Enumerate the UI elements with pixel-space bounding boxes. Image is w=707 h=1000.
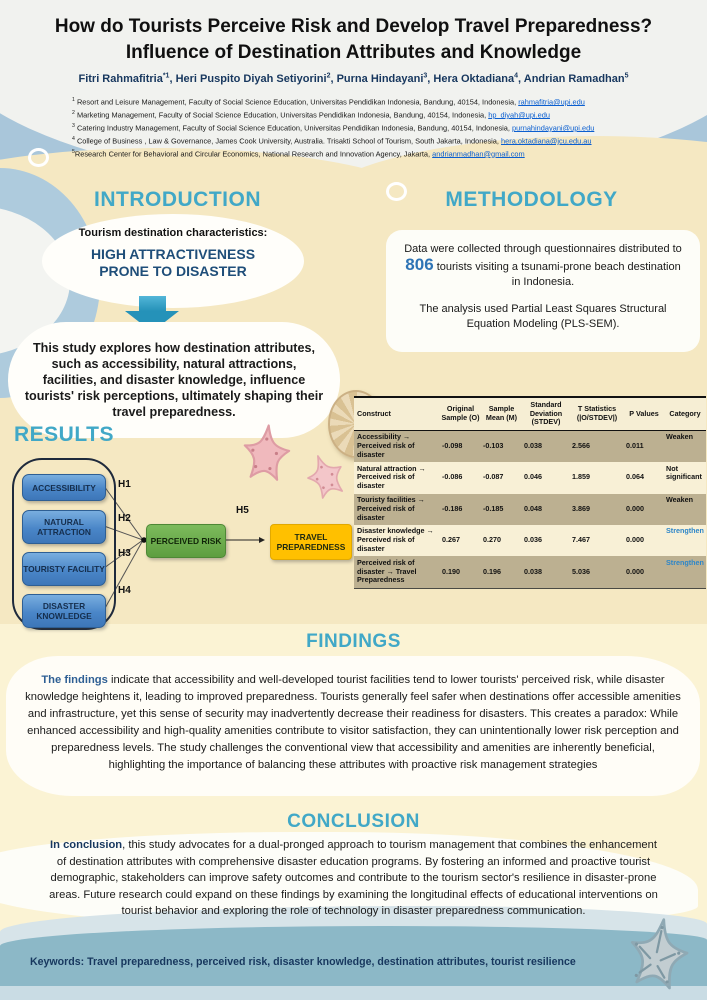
table-row (354, 462, 706, 493)
hypothesis-label-h5: H5 (236, 505, 249, 516)
pls-results-table (354, 396, 706, 589)
cell-t: 3.869 (572, 503, 590, 513)
cell-p: 0.064 (626, 472, 644, 482)
cell-t: 1.859 (572, 472, 590, 482)
author: Heri Puspito Diyah Setiyorini$^2$, (175, 72, 337, 85)
down-arrow-icon (139, 296, 166, 311)
email-link[interactable]: purnahindayani@upi.edu (512, 123, 595, 133)
bubble-ring-icon (28, 148, 49, 167)
methodology-box (386, 230, 700, 352)
cell-category: Weaken (666, 432, 694, 442)
table-row (354, 556, 706, 588)
box-perceived-risk: PERCEIVED RISK (146, 524, 226, 558)
col-sample-mean: Sample Mean (M) (481, 397, 522, 430)
title-line-2: Influence of Destination Attributes and Knowledge (125, 42, 582, 63)
cell-stdev: 0.038 (522, 556, 570, 588)
hypothesis-label-h3: H3 (118, 548, 131, 559)
author-line (0, 72, 707, 85)
conclusion-heading: CONCLUSION (287, 811, 420, 832)
conclusion-lead: In conclusion (50, 839, 123, 851)
author: Fitri Rahmafitria$^{*1}$, (78, 72, 176, 85)
cell-p: 0.011 (626, 441, 644, 451)
cell-construct: Natural attraction → Perceived risk of disaster (357, 463, 426, 491)
methodology-heading: METHODOLOGY (445, 188, 618, 211)
methodology-p2: The analysis used Partial Least Squares Structural Equation Modeling (PLS-SEM). (419, 303, 667, 330)
cell-construct: Perceived risk of disaster → Travel Preparedness (354, 556, 440, 588)
box-travel-preparedness: TRAVEL PREPAREDNESS (270, 524, 352, 560)
affiliation-list (72, 95, 652, 159)
box-disaster-knowledge: DISASTER KNOWLEDGE (22, 594, 106, 628)
cell-m: -0.087 (483, 472, 504, 482)
results-heading: RESULTS (14, 423, 114, 446)
author: Hera Oktadiana$^4$, (433, 72, 524, 85)
hypothesis-label-h1: H1 (118, 479, 131, 490)
cell-o: -0.098 (442, 441, 463, 451)
box-natural-attraction: NATURAL ATTRACTION (22, 510, 106, 544)
methodology-p1: Data were collected through questionnaires distributed to 806 tourists visiting a tsunami-prone beach destination in Indonesia. (404, 243, 682, 288)
cell-m: 0.270 (483, 535, 501, 545)
cell-p: 0.000 (626, 535, 644, 545)
page-title (28, 14, 679, 66)
box-accessibility: ACCESSIBILITY (22, 474, 106, 501)
cell-o: -0.086 (442, 472, 463, 482)
cell-t: 7.467 (572, 535, 590, 545)
col-t-statistics: T Statistics (|O/STDEV|) (570, 397, 624, 430)
email-link[interactable]: rahmafitria@upi.edu (518, 97, 585, 107)
col-construct: Construct (354, 397, 440, 430)
cell-m: -0.185 (483, 503, 504, 513)
cell-stdev: 0.036 (524, 535, 542, 545)
table-row (354, 430, 706, 462)
findings-lead: The findings (41, 674, 108, 686)
cell-category: Weaken (666, 495, 694, 505)
cell-category: Not significant (666, 463, 702, 482)
cell-category: Strengthen (664, 556, 706, 588)
cell-t: 2.566 (572, 441, 590, 451)
bg-bottom-strip (0, 986, 707, 1000)
affiliation-line: $^3$ Catering Industry Management, Faculty of Social Science Education, Universitas Pendidikan Indonesia, Bandung, 40154, Indonesia, purnahindayani@upi.edu (72, 122, 595, 133)
col-p-values: P Values (624, 397, 664, 430)
sample-size: 806 (405, 255, 434, 274)
cell-p: 0.000 (626, 503, 644, 513)
cell-stdev: 0.046 (524, 472, 542, 482)
introduction-heading: INTRODUCTION (94, 188, 261, 211)
author: Purna Hindayani$^3$, (336, 72, 434, 85)
box-touristy-facility: TOURISTY FACILITY (22, 552, 106, 586)
cell-construct: Accessibility → Perceived risk of disaster (357, 432, 415, 459)
path-model-diagram (8, 450, 354, 634)
introduction-cloud (8, 322, 340, 438)
bubble-highlight: HIGH ATTRACTIVENESS PRONE TO DISASTER (90, 246, 256, 279)
cell-t: 5.036 (570, 556, 624, 588)
affiliation-line: $^2$ Marketing Management, Faculty of Social Science Education, Universitas Pendidikan Indonesia, Bandung, 40154, Indonesia, hp_diyah@upi.edu (72, 109, 550, 120)
col-category: Category (664, 397, 706, 430)
email-link[interactable]: hera.oktadiana@jcu.edu.au (501, 136, 592, 146)
hypothesis-label-h2: H2 (118, 513, 131, 524)
email-link[interactable]: hp_diyah@upi.edu (488, 110, 550, 120)
table-row (354, 494, 706, 525)
bubble-label: Tourism destination characteristics: (78, 227, 268, 239)
cell-m: 0.196 (481, 556, 522, 588)
cell-stdev: 0.048 (524, 503, 542, 513)
keywords-line: Keywords: Travel preparedness, perceived risk, disaster knowledge, destination attributes, tourist resilience (30, 956, 576, 968)
conclusion-body: In conclusion, this study advocates for a dual-pronged approach to tourism management that combines the enhancement of destination attributes with comprehensive disaster education programs. By fostering an informed and proactive tourist demographic, stakeholders can improve safety outcomes and contribute to the tourism sector's resilience in disaster-prone areas. Future research could expand on these findings by examining the longitudinal effects of educational interventions on tourist behavior and exploring the role of technology in disaster preparedness communication. (49, 839, 658, 918)
cell-p: 0.000 (624, 556, 664, 588)
findings-heading: FINDINGS (306, 631, 401, 652)
email-link[interactable]: andrianmadhan@gmail.com (432, 148, 525, 158)
cell-category: Strengthen (666, 526, 704, 536)
table-row (354, 525, 706, 556)
cell-o: 0.190 (440, 556, 481, 588)
cell-construct: Touristy facilities → Perceived risk of disaster (357, 495, 425, 522)
affiliation-line: $^1$ Resort and Leisure Management, Faculty of Social Science Education, Universitas Pendidikan Indonesia, Bandung, 40154, Indonesia, rahmafitria@upi.edu (72, 97, 585, 107)
hypothesis-label-h4: H4 (118, 585, 131, 596)
introduction-bubble (42, 214, 304, 308)
findings-body: The findings indicate that accessibility and well-developed tourist facilities tend to lower tourists' perceived risk, while disaster knowledge heightens it, leading to improved preparedness. Tourists generally feel safer when destinations offer accessible amenities and infrastructure, yet this sense of security may inadvertently decrease their readiness for disasters. This creates a paradox: While enhanced accessibility and high-quality amenities contribute to visitor satisfaction, they can unintentionally lower risk perception and preparedness levels. The study challenges the conventional view that accessibility and amenities are inherently beneficial, highlighting the importance of balancing these attributes with proactive risk management strategies (25, 674, 681, 771)
table-header-row (354, 397, 706, 430)
affiliation-line: $^5$Research Center for Behavioral and Circular Economics, National Research and Innovation Agency, Jakarta, andrianmadhan@gmail.com (72, 148, 525, 158)
introduction-body: This study explores how destination attributes, such as accessibility, natural attractions, facilities, and disaster knowledge, influence tourists' risk perceptions, ultimately shaping their travel preparedness. (24, 341, 324, 419)
cell-stdev: 0.038 (524, 441, 542, 451)
cell-o: 0.267 (442, 535, 460, 545)
title-line-1: How do Tourists Perceive Risk and Develop Travel Preparedness? (54, 16, 653, 37)
cell-o: -0.186 (442, 503, 463, 513)
col-original-sample: Original Sample (O) (440, 397, 481, 430)
cell-m: -0.103 (483, 441, 504, 451)
affiliation-line: $^4$ College of Business , Law & Governance, James Cook University, Australia. Trisakti School of Tourism, South Jakarta, Indonesia, hera.oktadiana@jcu.edu.au (72, 135, 592, 146)
author: Andrian Ramadhan$^5$ (523, 72, 629, 85)
cell-construct: Disaster knowledge → Perceived risk of disaster (357, 526, 434, 554)
col-stdev: Standard Deviation (STDEV) (522, 397, 570, 430)
